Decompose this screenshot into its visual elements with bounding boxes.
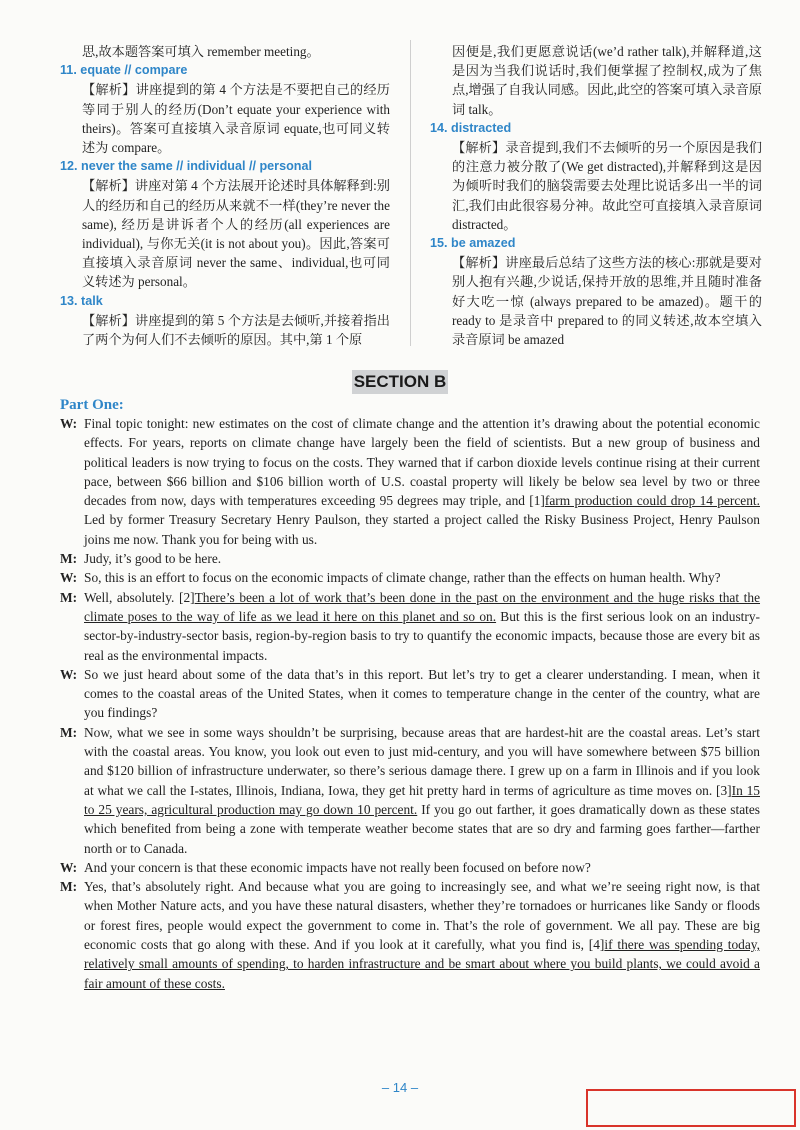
utterance-segment: So we just heard about some of the data that’s in this report. But let’s try to get a clearer understanding. I mean, when it comes to the coastal areas of the United States, when it comes to temperature change in the center of the country, what are you findings?: [84, 666, 760, 721]
answer-title: 11. equate // compare: [60, 63, 188, 78]
utterance-segment: Now, what we see in some ways shouldn’t be surprising, because areas that are hardest-hit are the coastal areas. Let’s start with the coastal areas. You know, you look out even to just mid-century, and you will have somewhere between $75 billion and $120 billion of infrastructure underwater, so there’s serious damage there. I grew up on a farm in Illinois and if you look at what we call the I-states, Illinois, Indiana, Iowa, they get hit pretty hard in terms of agriculture as time moves on. [3]: [84, 724, 760, 798]
utterance-segment: Judy, it’s good to be here.: [84, 551, 222, 567]
speaker-label: W:: [60, 570, 78, 586]
dialogue-turn: [60, 414, 760, 549]
right-continuation-text: 因便是,我们更愿意说话(we’d rather talk),并解释道,这是因为当我们说话时,我们便掌握了控制权,成为了焦点,增强了自我认同感。因此,此空的答案可填入录音原词 talk。: [452, 44, 762, 117]
utterance-segment: And your concern is that these economic impacts have not really been focused on before now?: [84, 859, 591, 875]
part-title: Part One:: [60, 397, 124, 413]
underlined-answer-text: In 15 to 25 years, agricultural production may go down 10 percent.: [84, 782, 760, 817]
utterance-segment: So, this is an effort to focus on the economic impacts of climate change, rather than the effects on human health. Why?: [84, 570, 721, 586]
column-divider: [410, 40, 411, 346]
utterance-segment: Well, absolutely. [2]: [84, 589, 195, 605]
utterance-segment: Led by former Treasury Secretary Henry Paulson, they started a project called the Risky Business Project, Henry Paulson joins me now. Thank you for being with us.: [84, 512, 760, 547]
answer-title: 13. talk: [60, 293, 103, 308]
answer-title: 14. distracted: [430, 120, 512, 135]
underlined-answer-text: if there was spending today, relatively small amounts of spending, to harden infrastructure and be smart about where you build plants, we could avoid a fair amount of these costs.: [84, 937, 760, 991]
dialogue-turn: [60, 877, 760, 993]
utterance-text: [84, 549, 760, 568]
underlined-answer-text: farm production could drop 14 percent.: [544, 493, 760, 509]
answer-item-14: [430, 119, 762, 234]
utterance-text: [84, 568, 760, 587]
left-answer-column: [60, 42, 390, 349]
dialogue-turn: [60, 549, 760, 568]
utterance-text: [84, 858, 760, 877]
speaker-label: W:: [60, 666, 78, 682]
speaker-label: M:: [60, 724, 78, 740]
dialogue-turn: [60, 568, 760, 587]
answer-title: 15. be amazed: [430, 236, 516, 251]
left-continuation-text: 思,故本题答案可填入 remember meeting。: [82, 44, 320, 59]
utterance-text: [84, 877, 760, 993]
answer-item-15: [430, 234, 762, 349]
dialogue-transcript: [60, 414, 760, 993]
dialogue-turn: [60, 588, 760, 665]
speaker-label: M:: [60, 589, 78, 605]
utterance-segment: But this is the first serious look on an industry-sector-by-industry-sector basis, region-by-region basis to try to quantify the economic impacts, because those are every bit as real as the environmental impacts.: [84, 608, 760, 663]
answer-explanation: 【解析】讲座最后总结了这些方法的核心:那就是要对别人抱有兴趣,少说话,保持开放的思维,并且随时准备好大吃一惊 (always prepared to be amazed)。题干的 ready to 是录音中 prepared to 的同义转述,故本空填入录音原词 be amazed: [452, 255, 762, 348]
underlined-answer-text: There’s been a lot of work that’s been done in the past on the environment and the huge risks that the climate poses to the way of life as we lead it here on this planet and so on.: [84, 589, 761, 624]
answer-explanation: 【解析】讲座对第 4 个方法展开论述时具体解释到:别人的经历和自己的经历从来就不一样(they’re never the same), 经历是讲诉者个人的经历(all experiences are individual), 与你无关(it is not about you)。因此,答案可直接填入录音原词 never the same、individual,也可同义转述为 personal。: [82, 178, 390, 290]
answer-item-11: [60, 61, 390, 157]
utterance-segment: Yes, that’s absolutely right. And because what you are going to increasingly see, and what we’re seeing right now, is that when Mother Nature acts, and you have these natural disasters, whether they’re tornadoes or hurricanes like Sandy or floods or forest fires, people would expect the government to come in. That’s the role of government. We all pay. These are big economic costs that go along with these. And if you look at it carefully, what you find is, [4]: [84, 879, 760, 953]
dialogue-turn: [60, 723, 760, 858]
answer-explanation: 【解析】讲座提到的第 4 个方法是不要把自己的经历等同于别人的经历(Don’t equate your experience with theirs)。答案可直接填入录音原词 equate,也可同义转述为 compare。: [82, 82, 390, 156]
utterance-segment: Final topic tonight: new estimates on the cost of climate change and the attention it’s drawing about the potential economic effects. For years, reports on climate change have largely been the field of scientists. But a new group of business and political leaders is now trying to focus on the costs. They warned that if carbon dioxide levels continue rising at their current pace, between $66 billion and $106 billion worth of U.S. coastal property will likely be below sea level by two or three decades from now, days with temperatures exceeding 95 degrees may triple, and [1]: [84, 416, 760, 509]
dialogue-turn: [60, 858, 760, 877]
utterance-text: [84, 588, 760, 665]
answer-title: 12. never the same // individual // personal: [60, 159, 312, 174]
dialogue-turn: [60, 665, 760, 723]
speaker-label: W:: [60, 859, 78, 875]
answer-explanation: 【解析】录音提到,我们不去倾听的另一个原因是我们的注意力被分散了(We get distracted),并解释到这是因为倾听时我们的脑袋需要去处理比说话多出一半的词汇,我们由此很容易分神。故此空可直接填入录音原词 distracted。: [452, 140, 762, 232]
page-number: – 14 –: [381, 1080, 419, 1095]
answer-item-12: [60, 157, 390, 291]
utterance-text: [84, 723, 760, 858]
section-heading: SECTION B: [352, 370, 448, 394]
answer-explanation: 【解析】讲座提到的第 5 个方法是去倾听,并接着指出了两个为何人们不去倾听的原因。其中,第 1 个原: [82, 312, 390, 348]
utterance-segment: If you go out farther, it goes dramatically down as these states which benefited from being a zone with temperate weather become states that are so dry and farming goes farther—farther north or to Canada.: [84, 801, 761, 856]
utterance-text: [84, 665, 760, 723]
speaker-label: M:: [60, 551, 78, 567]
answer-item-13: [60, 292, 390, 350]
right-answer-column: [430, 42, 762, 349]
speaker-label: M:: [60, 879, 78, 895]
red-highlight-box: [586, 1089, 796, 1127]
utterance-text: [84, 414, 760, 549]
speaker-label: W:: [60, 416, 78, 431]
